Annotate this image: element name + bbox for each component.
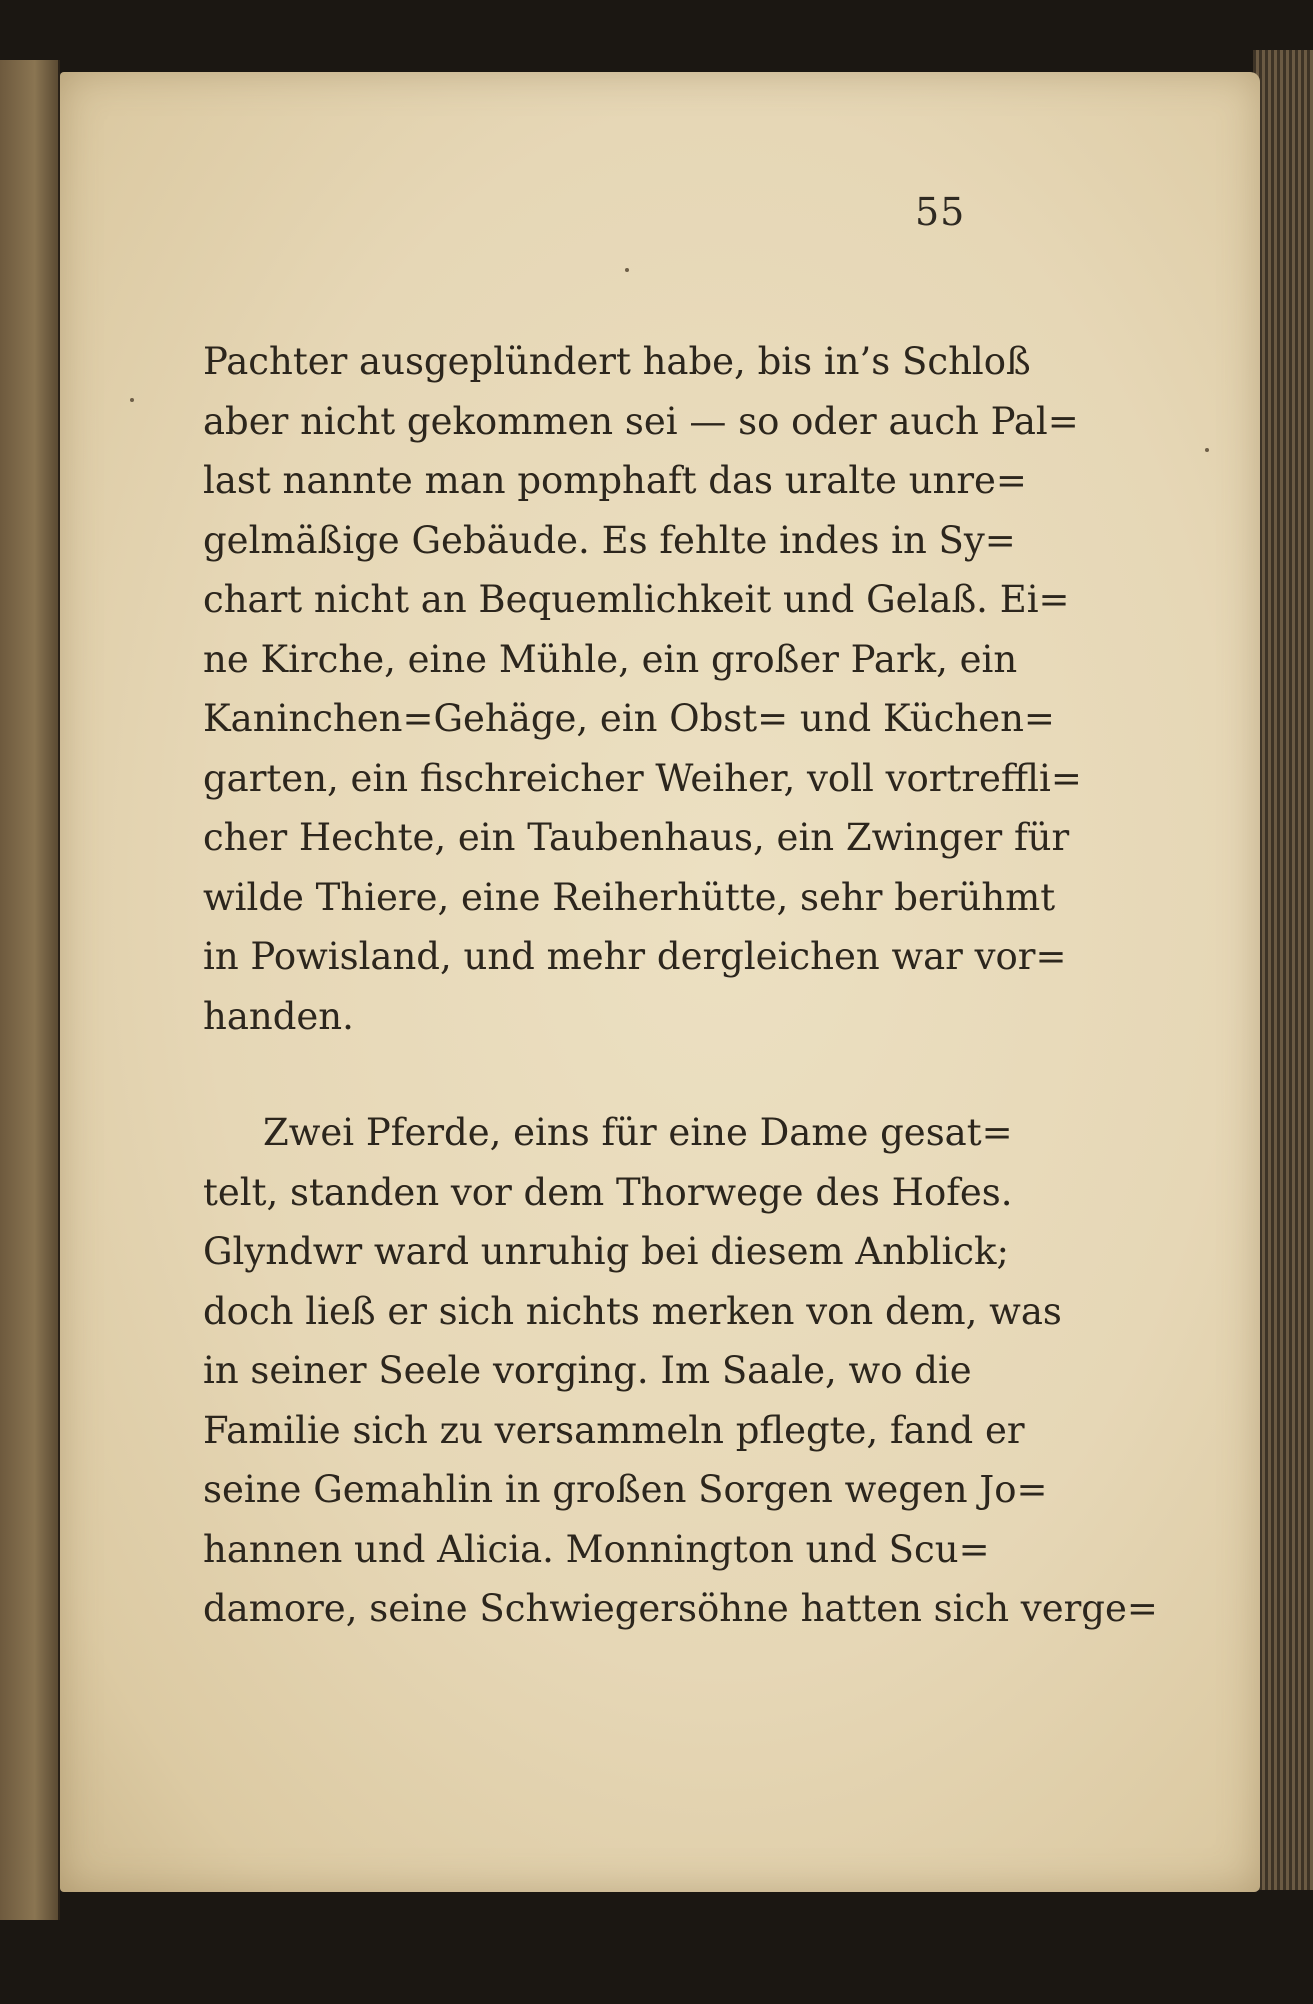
text-line: Pachter ausgeplündert habe, bis in’s Schloß bbox=[203, 340, 1031, 383]
text-line: in seiner Seele vorging. Im Saale, wo die bbox=[203, 1349, 972, 1392]
text-line: wilde Thiere, eine Reiherhütte, sehr berühmt bbox=[203, 875, 1056, 919]
page-number: 55 bbox=[915, 190, 966, 234]
text-line: ne Kirche, eine Mühle, ein großer Park, ein bbox=[203, 637, 1018, 681]
page-stack-edges bbox=[1253, 50, 1313, 1890]
text-line: Familie sich zu versammeln pflegte, fand er bbox=[203, 1408, 1025, 1452]
text-line: hannen und Alicia. Monnington und Scu= bbox=[203, 1527, 990, 1571]
text-line: gelmäßige Gebäude. Es fehlte indes in Sy= bbox=[203, 518, 1016, 562]
paragraph-1 bbox=[203, 332, 1082, 1046]
text-line: aber nicht gekommen sei — so oder auch Pal= bbox=[203, 399, 1079, 443]
text-line: chart nicht an Bequemlichkeit und Gelaß. Ei= bbox=[203, 578, 1070, 621]
text-line: telt, standen vor dem Thorwege des Hofes. bbox=[203, 1170, 1013, 1214]
left-page-edge bbox=[0, 60, 60, 1920]
text-line: garten, ein fischreicher Weiher, voll vortreffli= bbox=[203, 756, 1082, 800]
text-line: damore, seine Schwiegersöhne hatten sich verge= bbox=[203, 1587, 1158, 1630]
paper-speck bbox=[625, 268, 629, 272]
text-line: Kaninchen=Gehäge, ein Obst= und Küchen= bbox=[203, 697, 1055, 740]
paragraph-2 bbox=[203, 1103, 1158, 1639]
paper-speck bbox=[130, 398, 134, 402]
text-line: doch ließ er sich nichts merken von dem, was bbox=[203, 1289, 1062, 1333]
text-line: Zwei Pferde, eins für eine Dame gesat= bbox=[263, 1111, 1013, 1154]
text-line: handen. bbox=[203, 994, 354, 1038]
text-line: in Powisland, und mehr dergleichen war vor= bbox=[203, 935, 1067, 978]
text-line: Glyndwr ward unruhig bei diesem Anblick; bbox=[203, 1230, 1009, 1273]
text-line: last nannte man pomphaft das uralte unre= bbox=[203, 459, 1027, 502]
text-line: cher Hechte, ein Taubenhaus, ein Zwinger für bbox=[203, 816, 1070, 859]
paper-speck bbox=[1205, 448, 1209, 452]
text-line: seine Gemahlin in großen Sorgen wegen Jo= bbox=[203, 1468, 1048, 1511]
